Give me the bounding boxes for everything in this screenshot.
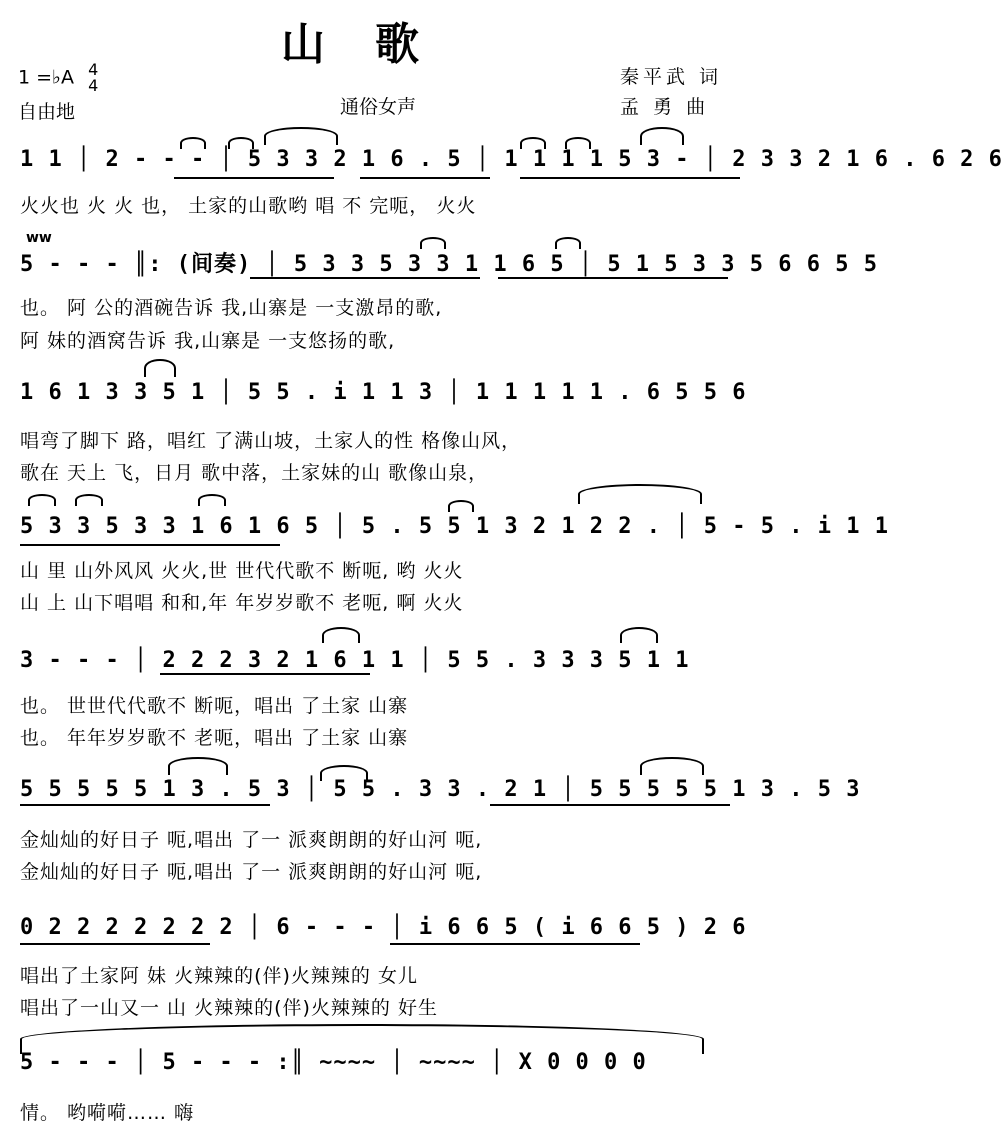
notation-line: 5 3 3 5 3 3 1 6 1 6 5 │ 5 . 5 5 1 3 2 1 2 2 . │ 5 - 5 . i 1 1 xyxy=(20,514,889,539)
lyric-line: 也。 世世代代歌不 断呃，唱出 了土家 山寨 xyxy=(20,695,409,717)
lyric-line: 火火也 火 火 也， 土家的山歌哟 唱 不 完呃， 火火 xyxy=(20,195,477,217)
beam-underline xyxy=(520,177,740,179)
lyric-line: 也。 年年岁岁歌不 老呃，唱出 了土家 山寨 xyxy=(20,727,409,749)
lyric-line: 情。 哟嗬嗬…… 嗨 xyxy=(20,1102,195,1124)
tie-mark xyxy=(578,484,702,504)
slur-mark xyxy=(75,494,103,506)
notation-line: 5 - - - ║: (间奏) │ 5 3 3 5 3 3 1 1 6 5 │ 5 1 5 3 3 5 6 6 5 5 xyxy=(20,252,878,277)
tie-mark xyxy=(620,627,658,643)
beam-underline xyxy=(174,177,334,179)
slur-mark xyxy=(198,494,226,506)
beam-underline xyxy=(20,804,270,806)
time-bottom: 4 xyxy=(88,76,99,95)
slur-mark xyxy=(28,494,56,506)
beam-underline xyxy=(250,277,480,279)
tie-mark xyxy=(144,359,176,377)
notation-line: 1 6 1 3 3 5 1 │ 5 5 . i 1 1 3 │ 1 1 1 1 1 . 6 5 5 6 xyxy=(20,380,747,405)
notation-line: 3 - - - │ 2 2 2 3 2 1 6 1 1 │ 5 5 . 3 3 3 5 1 1 xyxy=(20,648,690,673)
composer: 孟 勇 曲 xyxy=(620,96,710,118)
beam-underline xyxy=(20,943,210,945)
notation-line: 1 1 │ 2 - - - │ 5 3 3 2 1 6 . 5 │ 1 1 1 1 5 3 - │ 2 3 3 2 1 6 . 6 2 6 xyxy=(20,147,1003,172)
slur-mark xyxy=(420,237,446,249)
lyric-line: 金灿灿的好日子 呃,唱出 了一 派爽朗朗的好山河 呃, xyxy=(20,829,483,851)
lyric-line: 也。 阿 公的酒碗告诉 我,山寨是 一支激昂的歌, xyxy=(20,297,443,319)
slur-mark xyxy=(565,137,591,149)
time-top: 4 xyxy=(88,60,99,79)
beam-underline xyxy=(390,943,640,945)
lyric-line: 唱出了一山又一 山 火辣辣的(伴)火辣辣的 好生 xyxy=(20,997,438,1019)
tie-mark xyxy=(640,757,704,775)
slur-mark xyxy=(228,137,254,149)
key-signature xyxy=(18,62,98,94)
slur-mark xyxy=(520,137,546,149)
mordent-mark: ww xyxy=(26,230,52,246)
lyric-line: 金灿灿的好日子 呃,唱出 了一 派爽朗朗的好山河 呃, xyxy=(20,861,483,883)
tie-mark xyxy=(264,127,338,145)
lyric-line: 阿 妹的酒窝告诉 我,山寨是 一支悠扬的歌, xyxy=(20,330,396,352)
key-label: 1 =♭A xyxy=(18,66,75,89)
tempo-marking: 自由地 xyxy=(18,101,76,123)
tie-mark xyxy=(322,627,360,643)
beam-underline xyxy=(20,544,280,546)
lyric-line: 山 里 山外风风 火火,世 世代代歌不 断呃, 哟 火火 xyxy=(20,560,464,582)
slur-mark xyxy=(448,500,474,512)
lyric-line: 唱出了土家阿 妹 火辣辣的(伴)火辣辣的 女儿 xyxy=(20,965,418,987)
lyric-line: 唱弯了脚下 路，唱红 了满山坡，土家人的性 格像山风， xyxy=(20,430,522,452)
tie-mark xyxy=(640,127,684,145)
beam-underline xyxy=(360,177,490,179)
notation-line: 5 - - - │ 5 - - - :║ ~~~~ │ ~~~~ │ X 0 0 0 0 xyxy=(20,1050,647,1075)
page-title: 山歌 xyxy=(281,19,469,70)
beam-underline xyxy=(498,277,728,279)
lyricist: 秦平武 词 xyxy=(620,66,723,88)
lyric-line: 歌在 天上 飞，日月 歌中落，土家妹的山 歌像山泉， xyxy=(20,462,489,484)
beam-underline xyxy=(490,804,730,806)
beam-underline xyxy=(160,673,370,675)
lyric-line: 山 上 山下唱唱 和和,年 年岁岁歌不 老呃, 啊 火火 xyxy=(20,592,464,614)
time-signature xyxy=(88,62,98,94)
long-tie-mark xyxy=(20,1024,704,1054)
tie-mark xyxy=(320,765,368,781)
notation-line: 5 5 5 5 5 1 3 . 5 3 │ 5 5 . 3 3 . 2 1 │ 5 5 5 5 5 1 3 . 5 3 xyxy=(20,777,861,802)
notation-line: 0 2 2 2 2 2 2 2 │ 6 - - - │ i 6 6 5 ( i 6 6 5 ) 2 6 xyxy=(20,915,747,940)
slur-mark xyxy=(180,137,206,149)
voice-type: 通俗女声 xyxy=(340,96,417,118)
slur-mark xyxy=(555,237,581,249)
tie-mark xyxy=(168,757,228,775)
